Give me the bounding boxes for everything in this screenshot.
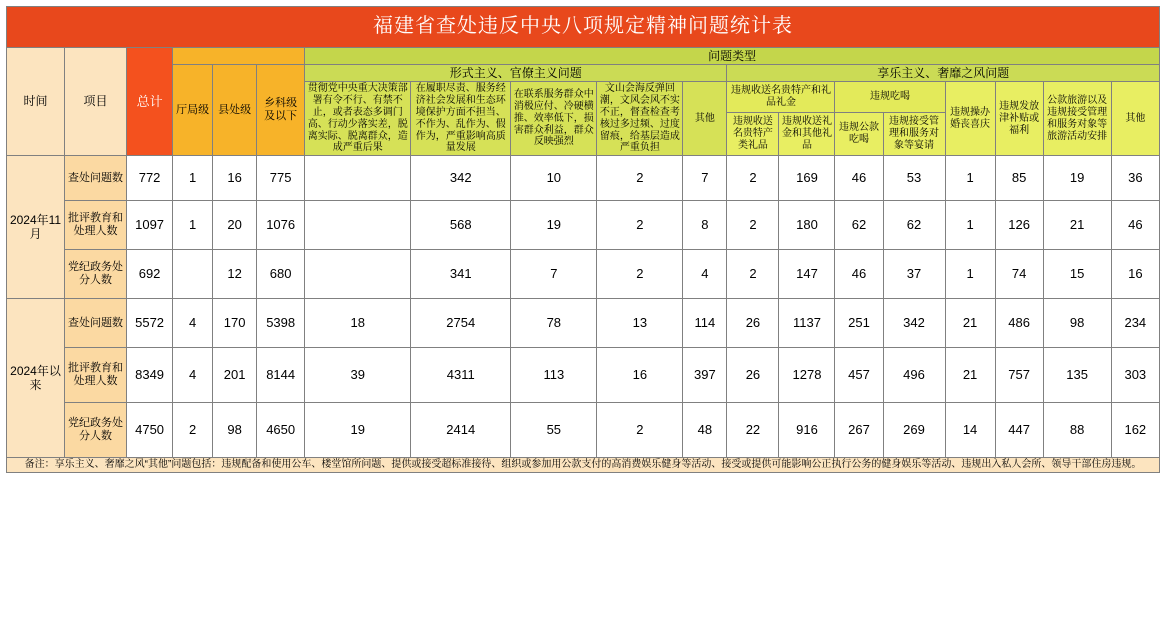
cell-g2-gifts-specialty: 2 bbox=[727, 201, 779, 250]
cell-total: 4750 bbox=[127, 403, 173, 458]
header-row-2 bbox=[7, 65, 1160, 82]
table-row bbox=[7, 299, 1160, 348]
row-item-label: 党纪政务处分人数 bbox=[65, 250, 127, 299]
cell-g1-3: 19 bbox=[511, 201, 597, 250]
row-time-2024-since: 2024年以来 bbox=[7, 299, 65, 458]
cell-g1-3: 10 bbox=[511, 156, 597, 201]
cell-g2-travel: 21 bbox=[1043, 201, 1111, 250]
cell-total: 1097 bbox=[127, 201, 173, 250]
statistics-table bbox=[6, 6, 1160, 473]
cell-g1-other: 114 bbox=[683, 299, 727, 348]
header-g2-dining-banquet: 违规接受管理和服务对象等宴请 bbox=[883, 112, 945, 156]
note-row bbox=[7, 458, 1160, 473]
cell-g2-allowances: 74 bbox=[995, 250, 1043, 299]
cell-g2-weddings: 1 bbox=[945, 201, 995, 250]
cell-xian: 12 bbox=[213, 250, 257, 299]
cell-g1-other: 7 bbox=[683, 156, 727, 201]
table-row bbox=[7, 201, 1160, 250]
cell-g2-travel: 88 bbox=[1043, 403, 1111, 458]
cell-g1-3: 55 bbox=[511, 403, 597, 458]
cell-g2-travel: 19 bbox=[1043, 156, 1111, 201]
cell-g2-gifts-specialty: 26 bbox=[727, 299, 779, 348]
cell-g2-gifts-specialty: 2 bbox=[727, 250, 779, 299]
cell-ting: 1 bbox=[173, 201, 213, 250]
cell-g1-2: 568 bbox=[411, 201, 511, 250]
header-total: 总计 bbox=[127, 48, 173, 156]
cell-g2-dining-public: 46 bbox=[835, 250, 883, 299]
header-g2-weddings: 违规操办婚丧喜庆 bbox=[945, 82, 995, 156]
cell-g2-other: 36 bbox=[1111, 156, 1159, 201]
header-level-ting: 厅局级 bbox=[173, 65, 213, 156]
cell-g1-4: 16 bbox=[597, 348, 683, 403]
statistics-table-page bbox=[0, 6, 1166, 627]
cell-g1-other: 8 bbox=[683, 201, 727, 250]
cell-g2-gifts-specialty: 26 bbox=[727, 348, 779, 403]
row-item-label: 批评教育和处理人数 bbox=[65, 348, 127, 403]
cell-g2-dining-banquet: 62 bbox=[883, 201, 945, 250]
cell-g2-other: 16 bbox=[1111, 250, 1159, 299]
header-g1-col-4: 文山会海反弹回潮，文风会风不实不正，督查检查考核过多过频、过度留痕，给基层造成严重负担 bbox=[597, 82, 683, 156]
row-time-2024-11: 2024年11月 bbox=[7, 156, 65, 299]
cell-g1-other: 48 bbox=[683, 403, 727, 458]
cell-g1-1 bbox=[305, 156, 411, 201]
cell-g1-4: 13 bbox=[597, 299, 683, 348]
cell-xian: 201 bbox=[213, 348, 257, 403]
header-level-xian: 县处级 bbox=[213, 65, 257, 156]
cell-g2-weddings: 1 bbox=[945, 250, 995, 299]
cell-total: 772 bbox=[127, 156, 173, 201]
cell-xiang: 680 bbox=[257, 250, 305, 299]
cell-g2-gifts-cash: 916 bbox=[779, 403, 835, 458]
cell-g2-travel: 15 bbox=[1043, 250, 1111, 299]
row-item-label: 党纪政务处分人数 bbox=[65, 403, 127, 458]
cell-g2-dining-banquet: 37 bbox=[883, 250, 945, 299]
cell-xian: 20 bbox=[213, 201, 257, 250]
header-group-formalism: 形式主义、官僚主义问题 bbox=[305, 65, 727, 82]
cell-xiang: 4650 bbox=[257, 403, 305, 458]
cell-g2-gifts-specialty: 22 bbox=[727, 403, 779, 458]
cell-g1-4: 2 bbox=[597, 403, 683, 458]
cell-g2-other: 303 bbox=[1111, 348, 1159, 403]
cell-g2-gifts-cash: 147 bbox=[779, 250, 835, 299]
cell-ting: 1 bbox=[173, 156, 213, 201]
cell-xiang: 8144 bbox=[257, 348, 305, 403]
header-g2-gifts-specialty: 违规收送名贵特产类礼品 bbox=[727, 112, 779, 156]
header-problem-type: 问题类型 bbox=[305, 48, 1160, 65]
cell-g1-3: 113 bbox=[511, 348, 597, 403]
cell-g2-weddings: 21 bbox=[945, 348, 995, 403]
cell-g1-4: 2 bbox=[597, 201, 683, 250]
header-group-hedonism: 享乐主义、奢靡之风问题 bbox=[727, 65, 1160, 82]
cell-g2-weddings: 21 bbox=[945, 299, 995, 348]
cell-g2-other: 234 bbox=[1111, 299, 1159, 348]
cell-g2-allowances: 126 bbox=[995, 201, 1043, 250]
header-g1-col-2: 在履职尽责、服务经济社会发展和生态环境保护方面不担当、不作为、乱作为、假作为，严重影响高质量发展 bbox=[411, 82, 511, 156]
cell-g2-allowances: 447 bbox=[995, 403, 1043, 458]
cell-g1-4: 2 bbox=[597, 156, 683, 201]
row-item-label: 查处问题数 bbox=[65, 156, 127, 201]
cell-g1-2: 342 bbox=[411, 156, 511, 201]
header-g2-sub-dining: 违规吃喝 bbox=[835, 82, 945, 112]
cell-g2-gifts-specialty: 2 bbox=[727, 156, 779, 201]
table-row bbox=[7, 348, 1160, 403]
cell-g2-allowances: 486 bbox=[995, 299, 1043, 348]
cell-g1-other: 4 bbox=[683, 250, 727, 299]
header-time: 时间 bbox=[7, 48, 65, 156]
cell-g2-dining-public: 62 bbox=[835, 201, 883, 250]
table-row bbox=[7, 156, 1160, 201]
title-row bbox=[7, 7, 1160, 48]
cell-ting: 4 bbox=[173, 348, 213, 403]
cell-g2-dining-public: 267 bbox=[835, 403, 883, 458]
cell-g1-1 bbox=[305, 201, 411, 250]
cell-ting: 4 bbox=[173, 299, 213, 348]
header-g1-col-1: 贯彻党中央重大决策部署有令不行、有禁不止，或者表态多调门高、行动少落实差，脱离实际、脱离群众，造成严重后果 bbox=[305, 82, 411, 156]
cell-g1-1: 19 bbox=[305, 403, 411, 458]
cell-g2-dining-public: 457 bbox=[835, 348, 883, 403]
header-g2-other: 其他 bbox=[1111, 82, 1159, 156]
cell-g1-3: 78 bbox=[511, 299, 597, 348]
cell-xian: 16 bbox=[213, 156, 257, 201]
cell-g2-dining-banquet: 53 bbox=[883, 156, 945, 201]
cell-g2-allowances: 85 bbox=[995, 156, 1043, 201]
cell-g2-dining-public: 251 bbox=[835, 299, 883, 348]
cell-g2-gifts-cash: 180 bbox=[779, 201, 835, 250]
cell-g1-3: 7 bbox=[511, 250, 597, 299]
cell-ting bbox=[173, 250, 213, 299]
header-g2-sub-gifts: 违规收送名贵特产和礼品礼金 bbox=[727, 82, 835, 112]
cell-g1-1: 39 bbox=[305, 348, 411, 403]
cell-g1-other: 397 bbox=[683, 348, 727, 403]
header-g2-dining-public: 违规公款吃喝 bbox=[835, 112, 883, 156]
row-item-label: 批评教育和处理人数 bbox=[65, 201, 127, 250]
header-row-1 bbox=[7, 48, 1160, 65]
cell-g2-dining-banquet: 496 bbox=[883, 348, 945, 403]
header-levels-group bbox=[173, 48, 305, 65]
table-row bbox=[7, 250, 1160, 299]
cell-g1-2: 2414 bbox=[411, 403, 511, 458]
cell-g1-2: 2754 bbox=[411, 299, 511, 348]
cell-xian: 98 bbox=[213, 403, 257, 458]
cell-g2-gifts-cash: 1137 bbox=[779, 299, 835, 348]
cell-g2-travel: 135 bbox=[1043, 348, 1111, 403]
header-g1-col-3: 在联系服务群众中消极应付、冷硬横推、效率低下，损害群众利益，群众反映强烈 bbox=[511, 82, 597, 156]
cell-xiang: 1076 bbox=[257, 201, 305, 250]
cell-g2-gifts-cash: 169 bbox=[779, 156, 835, 201]
cell-g1-1: 18 bbox=[305, 299, 411, 348]
header-g2-allowances: 违规发放津补贴或福利 bbox=[995, 82, 1043, 156]
row-item-label: 查处问题数 bbox=[65, 299, 127, 348]
header-item: 项目 bbox=[65, 48, 127, 156]
header-level-xiang: 乡科级及以下 bbox=[257, 65, 305, 156]
cell-g1-2: 341 bbox=[411, 250, 511, 299]
cell-g1-4: 2 bbox=[597, 250, 683, 299]
cell-g2-dining-banquet: 342 bbox=[883, 299, 945, 348]
cell-g2-other: 162 bbox=[1111, 403, 1159, 458]
cell-g2-travel: 98 bbox=[1043, 299, 1111, 348]
cell-g2-weddings: 14 bbox=[945, 403, 995, 458]
cell-g2-dining-public: 46 bbox=[835, 156, 883, 201]
cell-xiang: 5398 bbox=[257, 299, 305, 348]
cell-g1-2: 4311 bbox=[411, 348, 511, 403]
cell-xiang: 775 bbox=[257, 156, 305, 201]
cell-total: 8349 bbox=[127, 348, 173, 403]
header-g2-travel: 公款旅游以及违规接受管理和服务对象等旅游活动安排 bbox=[1043, 82, 1111, 156]
cell-g1-1 bbox=[305, 250, 411, 299]
cell-total: 5572 bbox=[127, 299, 173, 348]
cell-ting: 2 bbox=[173, 403, 213, 458]
cell-g2-weddings: 1 bbox=[945, 156, 995, 201]
table-note: 备注：享乐主义、奢靡之风“其他”问题包括：违规配备和使用公车、楼堂馆所问题、提供或接受超标准接待、组织或参加用公款支付的高消费娱乐健身等活动、接受或提供可能影响公正执行公务的健身娱乐等活动、违规出入私人会所、领导干部住房违规。 bbox=[7, 458, 1160, 473]
cell-xian: 170 bbox=[213, 299, 257, 348]
header-g1-col-other: 其他 bbox=[683, 82, 727, 156]
header-g2-gifts-cash: 违规收送礼金和其他礼品 bbox=[779, 112, 835, 156]
cell-g2-gifts-cash: 1278 bbox=[779, 348, 835, 403]
cell-g2-dining-banquet: 269 bbox=[883, 403, 945, 458]
page-title: 福建省查处违反中央八项规定精神问题统计表 bbox=[7, 7, 1160, 48]
cell-total: 692 bbox=[127, 250, 173, 299]
cell-g2-allowances: 757 bbox=[995, 348, 1043, 403]
cell-g2-other: 46 bbox=[1111, 201, 1159, 250]
table-row bbox=[7, 403, 1160, 458]
